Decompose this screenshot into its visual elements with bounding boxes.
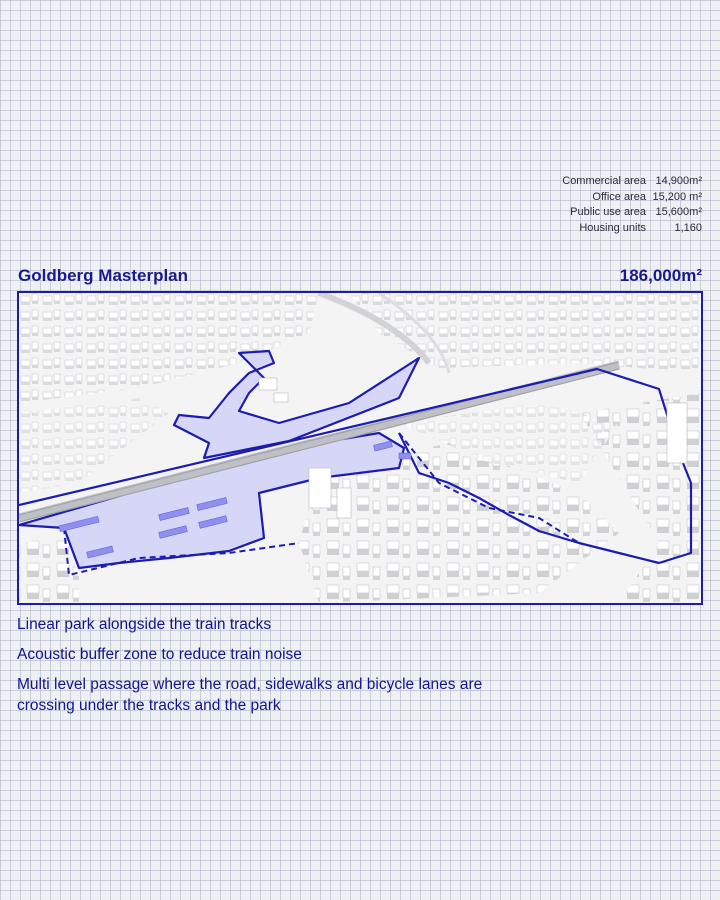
stat-label: Commercial area (562, 175, 646, 187)
note-item: Multi level passage where the road, sidewalks and bicycle lanes are crossing under the tracks and the park (17, 676, 483, 714)
stat-row-housing (562, 221, 702, 237)
stat-row-office (562, 190, 702, 206)
notes-list (17, 614, 517, 725)
stat-value: 15,600m² (655, 206, 702, 218)
stats-table (562, 174, 702, 236)
stat-value: 1,160 (674, 221, 702, 234)
note-item: Linear park alongside the train tracks (17, 616, 272, 633)
total-area: 186,000m² (619, 266, 702, 285)
note-item: Acoustic buffer zone to reduce train noise (17, 646, 302, 663)
masterplan-map (17, 291, 703, 605)
stat-row-public-use (562, 205, 702, 221)
page-title: Goldberg Masterplan (18, 266, 189, 285)
stat-value: 15,200 m² (652, 190, 702, 203)
stat-label: Public use area (570, 206, 646, 218)
stat-value: 14,900m² (655, 175, 702, 187)
stat-label: Housing units (579, 221, 646, 234)
stat-row-commercial (562, 174, 702, 190)
map-illustration (19, 293, 701, 603)
stat-label: Office area (592, 190, 646, 203)
